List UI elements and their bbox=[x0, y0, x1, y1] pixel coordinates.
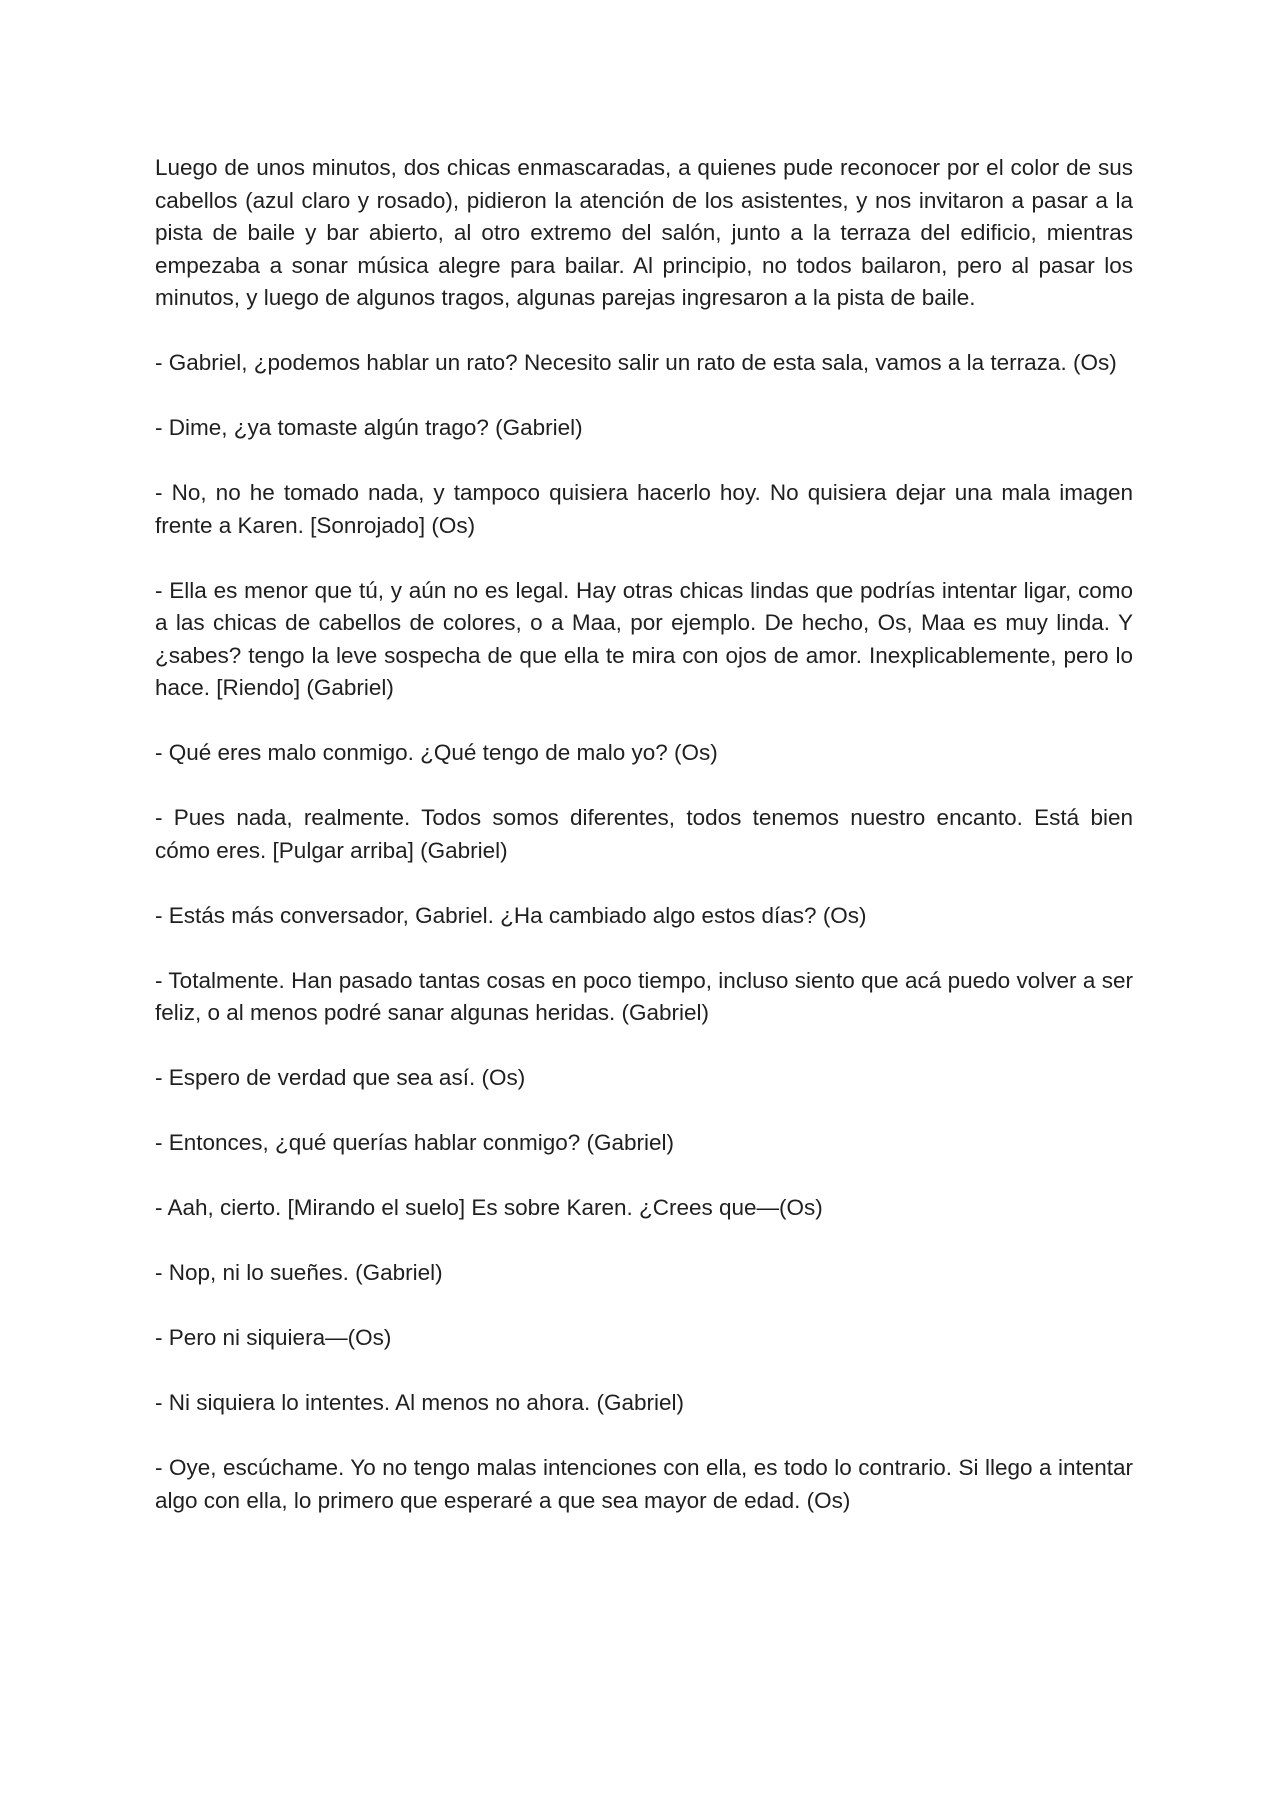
dialogue-line-gabriel: - Totalmente. Han pasado tantas cosas en poco tiempo, incluso siento que acá puedo volver a ser feliz, o al menos podré sanar algunas heridas. (Gabriel) bbox=[155, 967, 1133, 1025]
dialogue-line-os: - Oye, escúchame. Yo no tengo malas intenciones con ella, es todo lo contrario. Si llego a intentar algo con ella, lo primero que esperaré a que sea mayor de edad. (Os) bbox=[155, 1455, 1133, 1513]
dialogue-line-gabriel: - Pues nada, realmente. Todos somos diferentes, todos tenemos nuestro encanto. Está bien cómo eres. [Pulgar arriba] (Gabriel) bbox=[155, 805, 1133, 863]
dialogue-line-os: - Qué eres malo conmigo. ¿Qué tengo de malo yo? (Os) bbox=[155, 740, 718, 765]
dialogue-line-gabriel: - Nop, ni lo sueñes. (Gabriel) bbox=[155, 1260, 443, 1285]
dialogue-line-os: - Gabriel, ¿podemos hablar un rato? Necesito salir un rato de esta sala, vamos a la terraza. (Os) bbox=[155, 350, 1117, 375]
dialogue-line-os: - Estás más conversador, Gabriel. ¿Ha cambiado algo estos días? (Os) bbox=[155, 902, 867, 928]
dialogue-line-os: - Aah, cierto. [Mirando el suelo] Es sobre Karen. ¿Crees que—(Os) bbox=[155, 1195, 823, 1220]
dialogue-line-gabriel: - Ella es menor que tú, y aún no es legal. Hay otras chicas lindas que podrías intentar ligar, como a las chicas de cabellos de colores, o a Maa, por ejemplo. De hecho, Os, Maa es muy linda. Y ¿sabes? tengo la leve sospecha de que ella te mira con ojos de amor. Inexplicablemente, pero lo hace. [Riendo] (Gabriel) bbox=[155, 577, 1133, 700]
dialogue-line-gabriel: - Dime, ¿ya tomaste algún trago? (Gabriel) bbox=[155, 415, 583, 440]
dialogue-line-gabriel: - Entonces, ¿qué querías hablar conmigo? (Gabriel) bbox=[155, 1130, 675, 1155]
dialogue-line-gabriel: - Ni siquiera lo intentes. Al menos no ahora. (Gabriel) bbox=[155, 1390, 685, 1415]
dialogue-line-os: - No, no he tomado nada, y tampoco quisiera hacerlo hoy. No quisiera dejar una mala imagen frente a Karen. [Sonrojado] (Os) bbox=[155, 480, 1133, 538]
dialogue-line-os: - Espero de verdad que sea así. (Os) bbox=[155, 1065, 526, 1090]
narration-paragraph: Luego de unos minutos, dos chicas enmascaradas, a quienes pude reconocer por el color de sus cabellos (azul claro y rosado), pidieron la atención de los asistentes, y nos invitaron a pasar a la pista de baile y bar abierto, al otro extremo del salón, junto a la terraza del edificio, mientras empezaba a sonar música alegre para bailar. Al principio, no todos bailaron, pero al pasar los minutos, y luego de algunos tragos, algunas parejas ingresaron a la pista de baile. bbox=[155, 155, 1133, 310]
document-body bbox=[155, 152, 1133, 1517]
dialogue-line-os: - Pero ni siquiera—(Os) bbox=[155, 1325, 392, 1350]
